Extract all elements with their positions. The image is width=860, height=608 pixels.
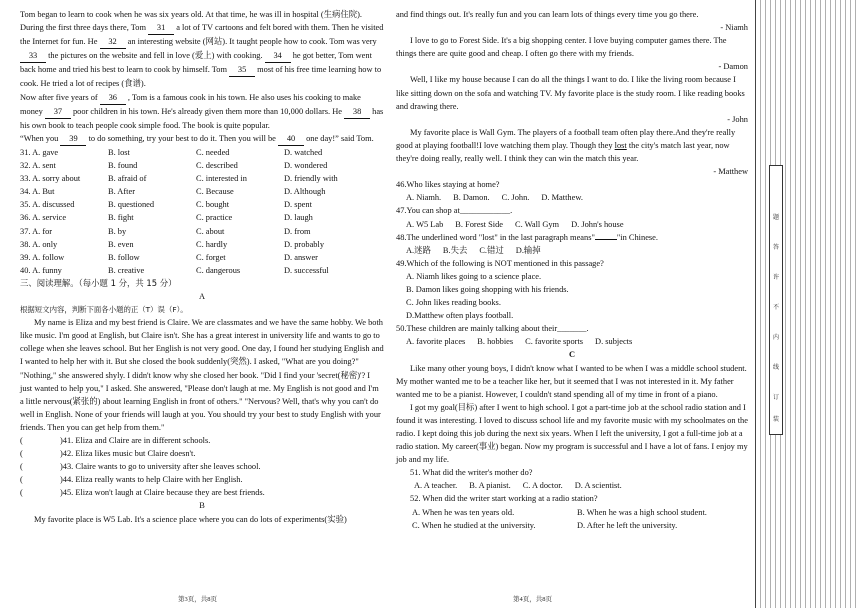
underlined-lost: lost [614, 140, 627, 150]
question-42: ( )42. Eliza likes music but Claire doesn't. [20, 449, 196, 459]
seal-char: 内 [772, 334, 779, 341]
question-44: ( )44. Eliza really wants to help Claire with her English. [20, 475, 243, 485]
option-row-40: 40. A. funny B. creative C. dangerous D. successful [20, 265, 329, 275]
damon-text: I love to go to Forest Side. It's a big shopping center. I love buying computer games there. The things there are quite good and cheap. I often go there with my friends. [396, 36, 727, 59]
question-52: 52. When did the writer start working at a radio station? [410, 494, 598, 504]
question-51-options: A. A teacher. B. A pianist. C. A doctor. D. A scientist. [414, 481, 622, 491]
signature-damon: - Damon [718, 62, 748, 72]
blank-33: 33 [20, 49, 46, 63]
option-row-33: 33. A. sorry about B. afraid of C. interested in D. friendly with [20, 174, 338, 184]
page-number-right: 第4页，共8页 [513, 596, 552, 603]
signature-niamh: - Niamh [720, 23, 748, 33]
question-45: ( )45. Eliza won't laugh at Claire because they are best friends. [20, 488, 265, 498]
question-46: 46.Who likes staying at home? [396, 180, 500, 190]
option-row-38: 38. A. only B. even C. hardly D. probably [20, 239, 325, 249]
seal-char: 线 [772, 364, 779, 371]
question-49-option-a: A. Niamh likes going to a science place. [406, 271, 542, 281]
john-text: Well, I like my house because I can do all the things I want to do. I like the living room because I like sitting down on the sofa and watching TV. My favorite place is the study room. I like reading books and drawing there. [396, 75, 745, 111]
seal-char: 不 [772, 304, 779, 311]
seal-char: 题 [772, 214, 779, 221]
passage-b-label: B [199, 501, 205, 511]
seal-line-box [769, 165, 783, 435]
option-row-31: 31. A. gave B. lost C. needed D. watched [20, 147, 323, 157]
blank-35: 35 [229, 63, 255, 77]
question-48: 48.The underlined word "lost" in the last paragraph means" "in Chinese. [396, 232, 658, 242]
signature-matthew: - Matthew [713, 167, 748, 177]
question-51: 51. What did the writer's mother do? [410, 468, 533, 478]
question-49-option-c: C. John likes reading books. [406, 298, 501, 308]
option-row-36: 36. A. service B. fight C. practice D. laugh [20, 213, 313, 223]
cloze-passage: Tom began to learn to cook when he was six years old. At that time, he was ill in hospital (生病住院). During the first three days there, Tom 31 a lot of TV cartoons and felt bored with them. Then he visited the Internet for fun. He 32 an interesting website (网站). It taught people how to cook. Tom was very 33 the pictures on the website and fell in love (爱上) with cooking. 34 he got better, Tom went back home and tried his best to learn to cook by himself. Tom 35 most of his free time learning how to cook. He tried a lot of recipes (食谱). Now after five years of 36 , Tom is a famous cook in his town. He also uses his cooking to make money 37 poor children in his town. He's already given them more than 10,000 dollars. He 38 has his own book to teach people cook simple food. The book is quite popular. “When you 39 to do something, try your best to do it. Then you will be 40 one day!” said Tom. [20, 8, 384, 146]
blank-32: 32 [100, 35, 126, 49]
question-43: ( )43. Claire wants to go to university after she leaves school. [20, 462, 261, 472]
blank-37: 37 [45, 105, 71, 119]
right-column [396, 8, 748, 532]
passage-a-label: A [198, 291, 206, 301]
question-50-options: A. favorite places B. hobbies C. favorite sports D. subjects [406, 337, 633, 347]
passage-c-label: C [568, 350, 576, 360]
blank-34: 34 [265, 49, 291, 63]
question-46-options: A. Niamh. B. Damon. C. John. D. Matthew. [406, 193, 583, 203]
section-3-title: 三、阅读理解。（每小题 1 分，共 15 分） [20, 277, 177, 288]
tf-questions [20, 434, 384, 499]
question-41: ( )41. Eliza and Claire are in different schools. [20, 436, 211, 445]
question-48-options: A.迷路 B.失去 C.错过 D.输掉 [406, 245, 541, 255]
blank-31: 31 [148, 21, 174, 35]
niamh-text: and find things out. It's really fun and you can learn lots of things every time you go there. [396, 10, 699, 19]
option-row-34: 34. A. But B. After C. Because D. Although [20, 187, 326, 197]
question-47: 47.You can shop at____________. [396, 206, 513, 216]
blank-40: 40 [278, 132, 304, 146]
question-47-options: A. W5 Lab B. Forest Side C. Wall Gym D. John's house [406, 219, 624, 229]
signature-john: - John [727, 114, 748, 124]
option-row-39: 39. A. follow B. follow C. forget D. answer [20, 252, 318, 262]
cloze-options [20, 146, 384, 277]
passage-c-para-1: Like many other young boys, I didn't know what I wanted to be when I was a middle school student. My mother wanted me to be a teacher like her, but it seemed that I was not interested in it. My father wanted me to be a pianist. However, I couldn't stand spending all of my time in front of a piano. [396, 363, 747, 399]
passage-b-start: My favorite place is W5 Lab. It's a science place where you can do lots of experiments(实验) [34, 514, 347, 524]
option-row-37: 37. A. for B. by C. about D. from [20, 226, 311, 236]
question-49-option-b: B. Damon likes going shopping with his friends. [406, 284, 569, 294]
seal-char: 订 [772, 394, 779, 401]
option-row-35: 35. A. discussed B. questioned C. bought D. spent [20, 200, 312, 210]
page-number-left: 第3页，共8页 [178, 596, 217, 603]
seal-char: 答 [772, 244, 779, 251]
blank-39: 39 [60, 132, 86, 146]
question-49-option-d: D.Matthew often plays football. [406, 311, 514, 321]
question-50: 50.These children are mainly talking about their_______. [396, 324, 589, 334]
question-52-options: A. When he was ten years old. B. When he was a high school student. C. When he studied at the university. D. After he left the university. [412, 507, 707, 530]
seal-char: 许 [772, 274, 779, 281]
left-column [20, 8, 384, 526]
option-row-32: 32. A. sent B. found C. described D. wondered [20, 161, 328, 171]
question-49: 49.Which of the following is NOT mentioned in this passage? [396, 258, 604, 268]
blank-36: 36 [100, 91, 126, 105]
passage-a-text: My name is Eliza and my best friend is Claire. We are classmates and we have the same hobby. We both like music. I'm good at English, but Claire isn't. She has a great interest in university life and wants to go to college when she leaves school. But her English is not very good. One day, I found her studying English and I wanted to help her with it. But she closed the book suddenly(突然). I asked, "What are you doing?" "Nothing," she answered shyly. I didn't know why she closed her book. "Did I find your 'secret(秘密)'? I just wanted to help you," I asked. She answered, "Please don't laugh at me. My English is not good and I'm a little nervous(紧张的) about learning English in front of others." "Nervous? Well, that's why you can't do well in English. None of your friends will laugh at you. You should try your best to study English with your friends. Then you can get help from them." [20, 318, 384, 432]
seal-char: 装 [772, 416, 779, 423]
blank-38: 38 [344, 105, 370, 119]
passage-c-para-2: I got my goal(目标) after I went to high school. I got a part-time job at the school radio station and I found it was interesting. I loved to discuss school life and my favorite music with my schoolmates on the radio. I kept doing this job during the next six years. When I left the university, I got a full-time job at a radio station. My career(事业) began. Now my program is successful and I have a lot of fans. I enjoy my job and my life. [396, 402, 748, 465]
passage-a-instruction: 根据短文内容，判断下面各小题的正（T）误（F）。 [20, 305, 188, 315]
matthew-text: My favorite place is Wall Gym. The players of a football team often play there.And they're really good at playing football!I love watching them play. Though they lost the city's match last year, now they're doing really, really well. I think they can win the match this year. [396, 127, 736, 164]
